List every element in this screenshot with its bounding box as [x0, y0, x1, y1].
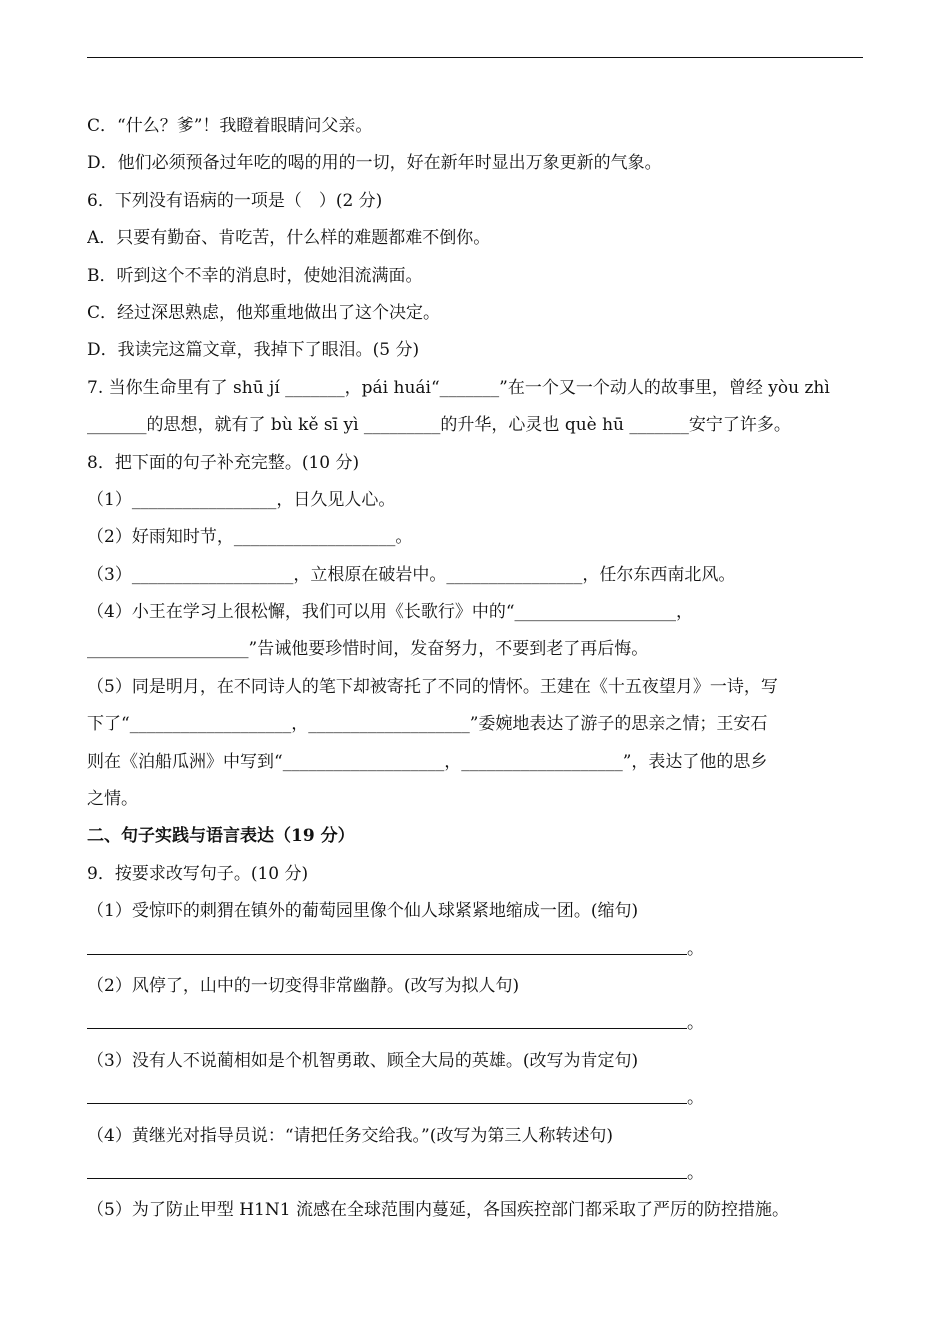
header-rule: [87, 57, 863, 58]
q8-item-5-line-1: （5）同是明月，在不同诗人的笔下却被寄托了不同的情怀。王建在《十五夜望月》一诗，写: [87, 676, 778, 697]
q8-item-3: （3）___________________，立根原在破岩中。________________，任尔东西南北风。: [87, 564, 736, 585]
q9-item-2: （2）风停了，山中的一切变得非常幽静。(改写为拟人句): [87, 975, 520, 996]
answer-period: 。: [687, 1162, 704, 1183]
answer-period: 。: [687, 1088, 704, 1109]
q9-item-4: （4）黄继光对指导员说：“请把任务交给我。”(改写为第三人称转述句): [87, 1125, 613, 1146]
q6-option-d: D．我读完这篇文章，我掉下了眼泪。(5 分): [87, 340, 420, 361]
q8-item-5-line-3: 则在《泊船瓜洲》中写到“___________________，___________________”，表达了他的思乡: [87, 751, 768, 772]
answer-rule: [87, 1028, 687, 1029]
section-title: 二、句子实践与语言表达（19 分）: [87, 826, 355, 847]
exam-content: [87, 108, 863, 1230]
option-c-line: C．“什么？爹”！我瞪着眼睛问父亲。: [87, 116, 373, 136]
answer-rule: [87, 954, 687, 955]
question-7-line-1: 7. 当你生命里有了 shū jí _______，pái huái“_______”在一个又一个动人的故事里，曾经 yòu zhì: [87, 377, 830, 398]
q9-answer-line-4: [87, 1155, 863, 1192]
question-6-title: 6．下列没有语病的一项是（ ）(2 分): [87, 190, 383, 211]
q9-answer-line-3: [87, 1080, 863, 1117]
q9-answer-line-1: [87, 931, 863, 968]
q9-item-1: （1）受惊吓的刺猬在镇外的葡萄园里像个仙人球紧紧地缩成一团。(缩句): [87, 901, 639, 922]
q6-option-c: C．经过深思熟虑，他郑重地做出了这个决定。: [87, 302, 441, 323]
q9-item-3: （3）没有人不说蔺相如是个机智勇敢、顾全大局的英雄。(改写为肯定句): [87, 1050, 639, 1071]
q9-item-5: （5）为了防止甲型 H1N1 流感在全球范围内蔓延，各国疾控部门都采取了严厉的防控措施。: [87, 1200, 789, 1221]
q8-item-2: （2）好雨知时节，___________________。: [87, 527, 413, 548]
q6-option-b: B．听到这个不幸的消息时，使她泪流满面。: [87, 265, 423, 286]
q8-item-1: （1）_________________，日久见人心。: [87, 489, 396, 510]
q9-answer-line-2: [87, 1005, 863, 1042]
question-8-title: 8．把下面的句子补充完整。(10 分): [87, 452, 360, 473]
question-9-title: 9．按要求改写句子。(10 分): [87, 863, 309, 884]
q8-item-5-line-2: 下了“___________________，___________________”委婉地表达了游子的思亲之情；王安石: [87, 714, 768, 735]
question-7-line-2: _______的思想，就有了 bù kě sī yì _________的升华，心灵也 què hū _______安宁了许多。: [87, 415, 791, 436]
answer-period: 。: [687, 1013, 704, 1034]
q8-item-4-line-1: （4）小王在学习上很松懈，我们可以用《长歌行》中的“___________________，: [87, 602, 694, 623]
answer-period: 。: [687, 938, 704, 959]
q6-option-a: A．只要有勤奋、肯吃苦，什么样的难题都难不倒你。: [87, 228, 491, 249]
q8-item-5-line-4: 之情。: [87, 789, 138, 810]
option-d-line: D．他们必须预备过年吃的喝的用的一切，好在新年时显出万象更新的气象。: [87, 153, 662, 174]
q8-item-4-line-2: ___________________”告诫他要珍惜时间，发奋努力，不要到老了再后悔。: [87, 639, 649, 660]
answer-rule: [87, 1103, 687, 1104]
answer-rule: [87, 1178, 687, 1179]
